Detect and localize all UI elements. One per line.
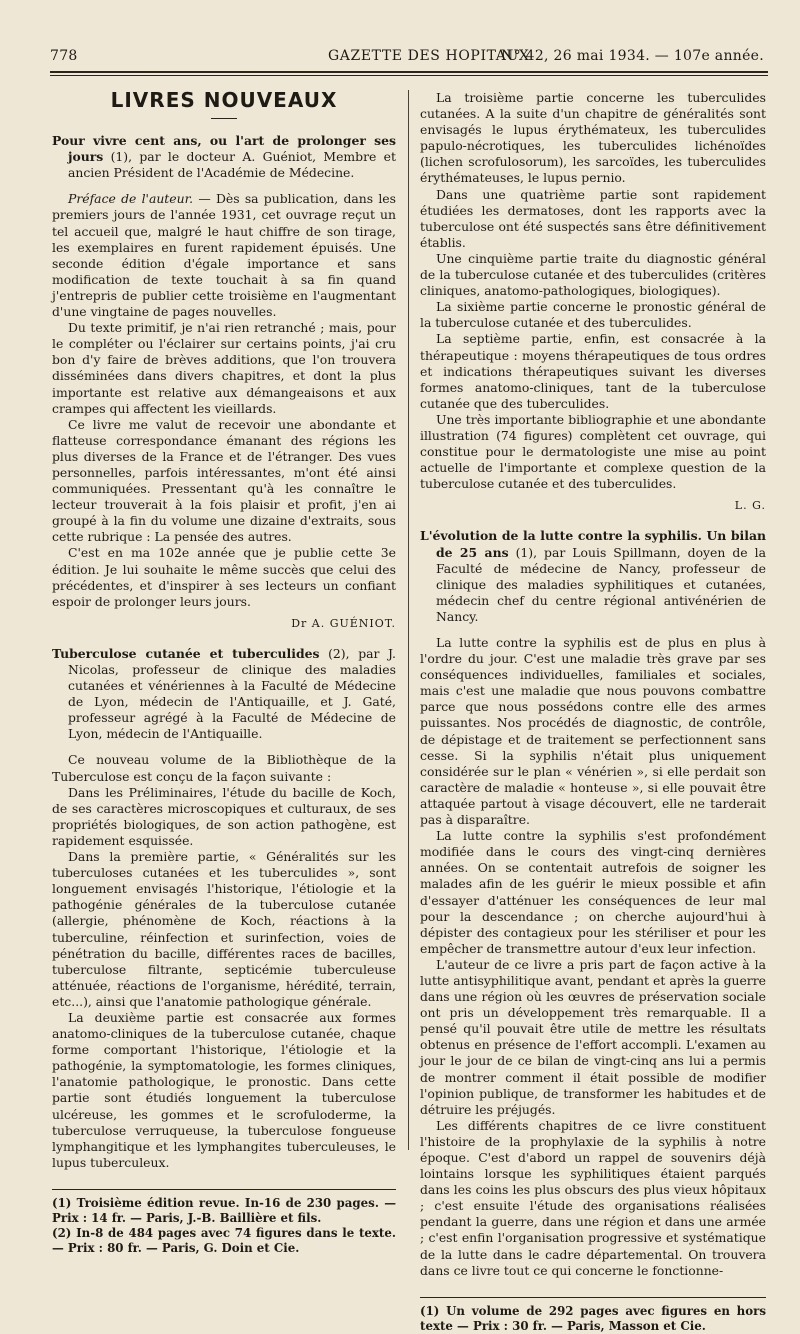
footnote-rule bbox=[52, 1189, 396, 1190]
paragraph: Ce livre me valut de recevoir une abondante et flatteuse correspondance émanant des régions les plus diverses de la France et de l'étranger. Des vues personnelles, parfois intéressantes, m'ont été ainsi communiquées. Pressentant qu'à les connaître le lecteur trouverait à la fois plaisir et profit, j'en ai groupé à la fin du volume une dizaine d'extraits, sous cette rubrique : La pensée des autres. bbox=[52, 416, 396, 545]
section-title: LIVRES NOUVEAUX bbox=[110, 88, 338, 112]
signature: L. G. bbox=[734, 499, 766, 513]
paragraph: Une très importante bibliographie et une abondante illustration (74 figures) complètent cet ouvrage, qui constitue pour le dermatologiste une mise au point actuelle de l'importante et complexe question de la tuberculose cutanée et des tuberculides. bbox=[420, 411, 766, 492]
book-entry-1 bbox=[52, 133, 396, 181]
paragraph: La septième partie, enfin, est consacrée à la thérapeutique : moyens thérapeutiques de tous ordres et indications thérapeutiques suivant les diverses formes anatomo-cliniques, tant de la tuberculose cutanée que des tuberculides. bbox=[420, 331, 766, 411]
paragraph: Préface de l'auteur. — Dès sa publication, dans les premiers jours de l'année 1931, cet ouvrage reçut un tel accueil que, malgré le haut chiffre de son tirage, les exemplaires en furent rapidement épuisés. Une seconde édition d'égale importance et sans modification de texte touchait à sa fin quand j'entrepris de publier cette troisième en l'augmentant d'une vingtaine de pages nouvelles. bbox=[52, 191, 397, 320]
paragraph: La lutte contre la syphilis est de plus en plus à l'ordre du jour. C'est une maladie très grave par ses conséquences individuelles, familiales et sociales, mais c'est une maladie que nous pouvons combattre parce que nous possédons contre elle des armes puissantes. Nos procédés de diagnostic, de contrôle, de dépistage et de traitement se perfectionnent sans cesse. Si la syphilis n'était plus uniquement considérée sur le plan « vénérien », si elle perdait son caractère de maladie « honteuse », si elle pouvait être attaquée partout à visage découvert, elle ne tarderait pas à disparaître. bbox=[420, 635, 766, 828]
paragraph: La lutte contre la syphilis s'est profondément modifiée dans le cours des vingt-cinq dernières années. On se contentait autrefois de soigner les malades afin de les guérir le mieux possible et afin d'essayer d'atténuer les conséquences de leur mal pour la descendance ; on cherche aujourd'hui à dépister des contagieux pour les stériliser et pour les empêcher de transmettre autour d'eux leur infection. bbox=[420, 828, 766, 956]
paragraph: La troisième partie concerne les tuberculides cutanées. A la suite d'un chapitre de généralités sont envisagés le lupus érythémateux, les tuberculides papulo-nécrotiques, les tuberculides lichénoïdes (lichen scrofulosorum), les sarcoïdes, les tuberculides érythémateuses, le lupus pernio. bbox=[420, 90, 766, 186]
book-entry-2 bbox=[52, 646, 396, 743]
header-rule bbox=[50, 71, 768, 73]
footnote: (1) Un volume de 292 pages avec figures en hors texte — Prix : 30 fr. — Paris, Masson et Cie. bbox=[420, 1303, 766, 1333]
paragraph: Une cinquième partie traite du diagnostic général de la tuberculose cutanée et des tuberculides (critères cliniques, anatomo-pathologiques, biologiques). bbox=[420, 250, 766, 299]
book-entry-3 bbox=[420, 528, 766, 625]
paragraph: La deuxième partie est consacrée aux formes anatomo-cliniques de la tuberculose cutanée, chaque forme comportant l'historique, l'étiologie et la pathogénie, la symptomatologie, les formes cliniques, l'anatomie pathologique, le pronostic. Dans cette partie sont étudiés longuement la tuberculose ulcéreuse, les gommes et le scrofuloderme, la tuberculose verruqueuse, la tuberculose fongueuse lymphangitique et les lymphangites tuberculeuses, le lupus tuberculeux. bbox=[52, 1009, 396, 1170]
column-separator bbox=[408, 90, 409, 1150]
right-column bbox=[420, 90, 766, 1334]
signature: Dr A. GUÉNIOT. bbox=[291, 616, 396, 630]
paragraph: Les différents chapitres de ce livre constituent l'histoire de la prophylaxie de la syphilis à notre époque. C'est d'abord un rappel de souvenirs déjà lointains lorsque les syphilitiques étaient parqués dans les coins les plus obscurs des plus vieux hôpitaux ; c'est ensuite l'étude des organisations réalisées pendant la guerre, dans une région et dans une armée ; c'est enfin l'organisation progressive et systématique de la lutte dans le cadre départemental. On trouvera dans ce livre tout ce qui concerne le fonctionne- bbox=[420, 1117, 766, 1278]
book-title: L'évolution de la lutte contre la syphilis. Un bilan de 25 ans bbox=[420, 528, 766, 560]
paragraph: C'est en ma 102e année que je publie cette 3e édition. Je lui souhaite le même succès que celui des précédentes, et d'inspirer à ses lecteurs un confiant espoir de prolonger leurs jours. bbox=[52, 545, 396, 609]
paragraph: Dans la première partie, « Généralités sur les tuberculoses cutanées et les tuberculides », sont longuement envisagés l'historique, l'étiologie et la pathogénie générales de la tuberculose cutanée (allergie, phénomène de Koch, réactions à la tuberculine, réinfection et surinfection, voies de pénétration du bacille, différentes races de bacilles, tuberculose filtrante, septicémie tuberculeuse atténuée, réactions de l'organisme, hérédité, terrain, etc...), ainsi que l'anatomie pathologique générale. bbox=[52, 849, 396, 1009]
book-reference: (1), par Louis Spillmann, doyen de la Faculté de médecine de Nancy, professeur de clinique des maladies syphilitiques et cutanées, médecin chef du centre régional antivénérien de Nancy. bbox=[436, 544, 766, 624]
footnote-rule bbox=[420, 1297, 766, 1298]
footnote: (1) Troisième édition revue. In-16 de 230 pages. — Prix : 14 fr. — Paris, J.-B. Baillière et fils. bbox=[52, 1195, 396, 1225]
paragraph: Dans une quatrième partie sont rapidement étudiées les dermatoses, dont les rapports avec la tuberculose ont été suspectés sans être définitivement établis. bbox=[420, 186, 766, 250]
paragraph: L'auteur de ce livre a pris part de façon active à la lutte antisyphilitique avant, pendant et après la guerre dans une région où les œuvres de préservation sociale ont pris un développement très remarquable. Il a pensé qu'il pouvait être utile de mettre les résultats obtenus en présence de l'effort accompli. L'examen au jour le jour de ce bilan de vingt-cinq ans lui a permis de montrer comment il était possible de modifier l'opinion publique, de transformer les habitudes et de détruire les préjugés. bbox=[420, 956, 766, 1117]
header-rule-thin bbox=[50, 75, 768, 76]
footnote: (2) In-8 de 484 pages avec 74 figures dans le texte. — Prix : 80 fr. — Paris, G. Doin et Cie. bbox=[52, 1225, 396, 1255]
left-column bbox=[52, 88, 396, 1256]
book-reference: (2), par J. Nicolas, professeur de clinique des maladies cutanées et vénériennes à la Faculté de Médecine de Lyon, médecin de l'Antiquaille, et J. Gaté, professeur agrégé à la Faculté de Médecine de Lyon, médecin de l'Antiquaille. bbox=[68, 645, 396, 742]
book-reference: (1), par le docteur A. Guéniot, Membre et ancien Président de l'Académie de Médecine. bbox=[68, 149, 396, 181]
paragraph: Dans les Préliminaires, l'étude du bacille de Koch, de ses caractères microscopiques et culturaux, de ses propriétés biologiques, de son action pathogène, est rapidement esquissée. bbox=[52, 784, 396, 848]
book-title: Pour vivre cent ans, ou l'art de prolonger ses jours bbox=[52, 133, 396, 165]
paragraph: La sixième partie concerne le pronostic général de la tuberculose cutanée et des tuberculides. bbox=[420, 299, 766, 331]
paragraph: Ce nouveau volume de la Bibliothèque de la Tuberculose est conçu de la façon suivante : bbox=[52, 752, 396, 784]
preface-label: Préface de l'auteur. bbox=[68, 191, 194, 207]
journal-title: GAZETTE DES HOPITAUX bbox=[328, 48, 530, 64]
page-number: 778 bbox=[50, 48, 78, 64]
issue-date: N° 42, 26 mai 1934. — 107e année. bbox=[501, 48, 764, 64]
book-title: Tuberculose cutanée et tuberculides bbox=[52, 645, 320, 661]
paragraph: Du texte primitif, je n'ai rien retranché ; mais, pour le compléter ou l'éclairer sur certains points, j'ai cru bon d'y faire de brèves additions, que l'on trouvera disséminées dans divers chapitres, et dont la plus importante est relative aux démangeaisons et aux crampes qui affectent les vieillards. bbox=[52, 320, 396, 416]
page-header bbox=[50, 48, 764, 72]
title-rule bbox=[211, 118, 237, 119]
